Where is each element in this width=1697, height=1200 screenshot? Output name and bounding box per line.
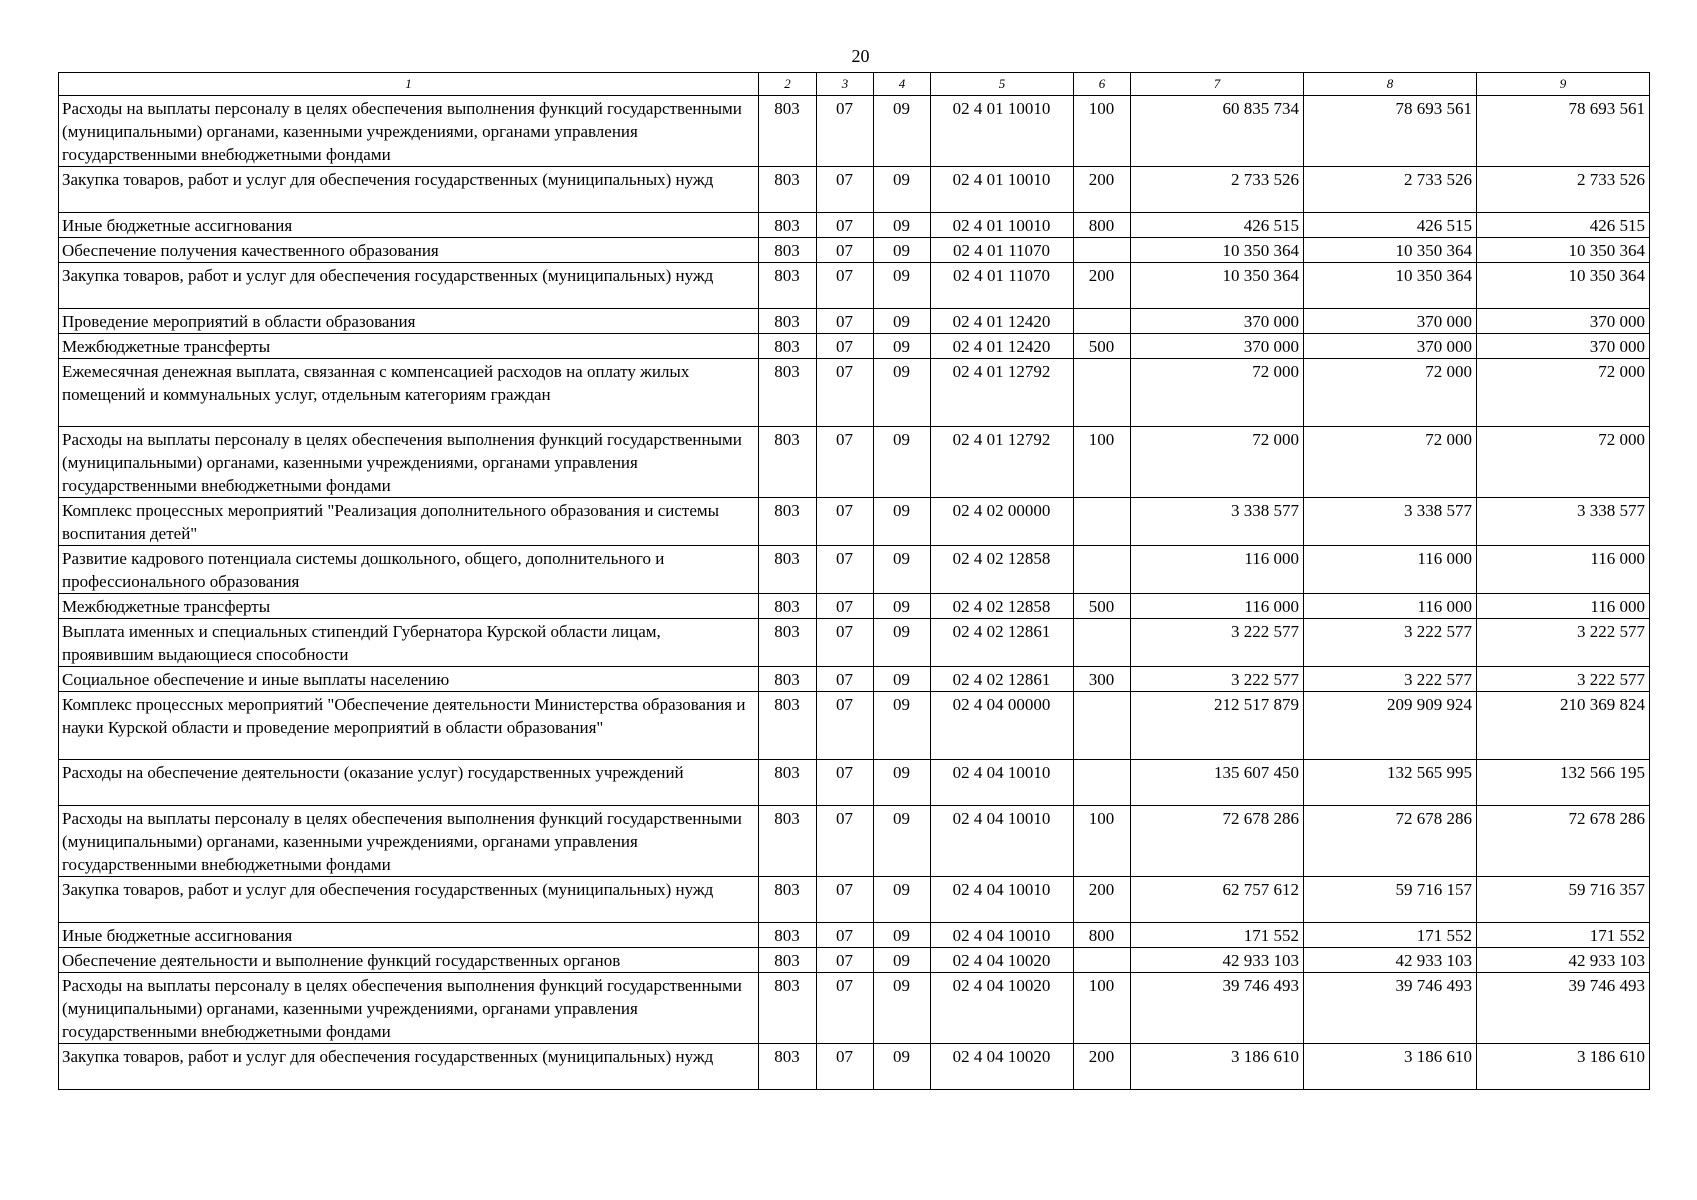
ministry-code-cell: 803 [759,238,817,263]
subsection-code-cell: 09 [874,427,931,498]
expense-type-cell [1074,309,1131,334]
subsection-code-cell: 09 [874,309,931,334]
expense-type-cell: 100 [1074,96,1131,167]
ministry-code-cell: 803 [759,263,817,309]
amount-year1-cell: 116 000 [1131,594,1304,619]
subsection-code-cell: 09 [874,877,931,923]
target-article-cell: 02 4 01 12420 [931,309,1074,334]
expense-type-cell: 500 [1074,334,1131,359]
row-name-cell: Закупка товаров, работ и услуг для обеспечения государственных (муниципальных) нужд [59,877,759,923]
section-code-cell: 07 [817,427,874,498]
section-code-cell: 07 [817,877,874,923]
amount-year1-cell: 2 733 526 [1131,167,1304,213]
ministry-code-cell: 803 [759,427,817,498]
amount-year2-cell: 370 000 [1304,309,1477,334]
table-row [59,806,1650,877]
target-article-cell: 02 4 02 00000 [931,498,1074,546]
amount-year3-cell: 3 186 610 [1477,1044,1650,1090]
row-name-cell: Иные бюджетные ассигнования [59,923,759,948]
expense-type-cell [1074,498,1131,546]
subsection-code-cell: 09 [874,594,931,619]
amount-year1-cell: 135 607 450 [1131,760,1304,806]
subsection-code-cell: 09 [874,334,931,359]
amount-year3-cell: 72 000 [1477,359,1650,427]
section-code-cell: 07 [817,96,874,167]
amount-year2-cell: 116 000 [1304,546,1477,594]
budget-table [58,72,1650,1090]
ministry-code-cell: 803 [759,923,817,948]
subsection-code-cell: 09 [874,167,931,213]
column-header: 1 [59,73,759,96]
table-row [59,309,1650,334]
row-name-cell: Расходы на выплаты персоналу в целях обеспечения выполнения функций государственными (муниципальными) органами, казенными учреждениями, органами управления государственными внебюджетными фондами [59,973,759,1044]
row-name-cell: Комплекс процессных мероприятий "Обеспечение деятельности Министерства образования и науки Курской области и проведение мероприятий в области образования" [59,692,759,760]
target-article-cell: 02 4 02 12861 [931,619,1074,667]
ministry-code-cell: 803 [759,760,817,806]
row-name-cell: Расходы на выплаты персоналу в целях обеспечения выполнения функций государственными (муниципальными) органами, казенными учреждениями, органами управления государственными внебюджетными фондами [59,806,759,877]
amount-year2-cell: 10 350 364 [1304,238,1477,263]
section-code-cell: 07 [817,948,874,973]
amount-year3-cell: 171 552 [1477,923,1650,948]
expense-type-cell [1074,546,1131,594]
subsection-code-cell: 09 [874,96,931,167]
expense-type-cell: 800 [1074,213,1131,238]
ministry-code-cell: 803 [759,806,817,877]
amount-year3-cell: 2 733 526 [1477,167,1650,213]
target-article-cell: 02 4 04 10010 [931,760,1074,806]
row-name-cell: Расходы на выплаты персоналу в целях обеспечения выполнения функций государственными (муниципальными) органами, казенными учреждениями, органами управления государственными внебюджетными фондами [59,427,759,498]
ministry-code-cell: 803 [759,1044,817,1090]
row-name-cell: Закупка товаров, работ и услуг для обеспечения государственных (муниципальных) нужд [59,1044,759,1090]
amount-year3-cell: 132 566 195 [1477,760,1650,806]
section-code-cell: 07 [817,309,874,334]
amount-year3-cell: 72 000 [1477,427,1650,498]
section-code-cell: 07 [817,167,874,213]
column-header: 4 [874,73,931,96]
expense-type-cell [1074,948,1131,973]
row-name-cell: Выплата именных и специальных стипендий Губернатора Курской области лицам, проявившим выдающиеся способности [59,619,759,667]
row-name-cell: Закупка товаров, работ и услуг для обеспечения государственных (муниципальных) нужд [59,167,759,213]
amount-year3-cell: 42 933 103 [1477,948,1650,973]
expense-type-cell: 200 [1074,877,1131,923]
amount-year1-cell: 10 350 364 [1131,263,1304,309]
column-header: 7 [1131,73,1304,96]
target-article-cell: 02 4 01 10010 [931,96,1074,167]
amount-year1-cell: 212 517 879 [1131,692,1304,760]
ministry-code-cell: 803 [759,96,817,167]
table-row [59,760,1650,806]
amount-year1-cell: 116 000 [1131,546,1304,594]
table-row [59,263,1650,309]
target-article-cell: 02 4 01 12420 [931,334,1074,359]
expense-type-cell: 500 [1074,594,1131,619]
amount-year1-cell: 3 186 610 [1131,1044,1304,1090]
section-code-cell: 07 [817,619,874,667]
amount-year3-cell: 3 222 577 [1477,667,1650,692]
expense-type-cell [1074,760,1131,806]
target-article-cell: 02 4 01 12792 [931,427,1074,498]
table-row [59,213,1650,238]
page-number: 20 [851,46,870,66]
amount-year1-cell: 42 933 103 [1131,948,1304,973]
target-article-cell: 02 4 02 12861 [931,667,1074,692]
section-code-cell: 07 [817,806,874,877]
subsection-code-cell: 09 [874,948,931,973]
table-row [59,427,1650,498]
table-row [59,546,1650,594]
ministry-code-cell: 803 [759,594,817,619]
table-row [59,973,1650,1044]
amount-year3-cell: 3 222 577 [1477,619,1650,667]
amount-year3-cell: 72 678 286 [1477,806,1650,877]
amount-year1-cell: 171 552 [1131,923,1304,948]
amount-year2-cell: 72 000 [1304,359,1477,427]
amount-year2-cell: 3 222 577 [1304,619,1477,667]
table-row [59,96,1650,167]
section-code-cell: 07 [817,760,874,806]
amount-year2-cell: 370 000 [1304,334,1477,359]
amount-year1-cell: 60 835 734 [1131,96,1304,167]
table-row [59,167,1650,213]
expense-type-cell: 300 [1074,667,1131,692]
amount-year2-cell: 59 716 157 [1304,877,1477,923]
ministry-code-cell: 803 [759,692,817,760]
target-article-cell: 02 4 04 10010 [931,877,1074,923]
ministry-code-cell: 803 [759,546,817,594]
expense-type-cell: 200 [1074,167,1131,213]
amount-year3-cell: 59 716 357 [1477,877,1650,923]
table-body [59,96,1650,1090]
row-name-cell: Межбюджетные трансферты [59,334,759,359]
section-code-cell: 07 [817,263,874,309]
amount-year1-cell: 72 000 [1131,427,1304,498]
ministry-code-cell: 803 [759,213,817,238]
section-code-cell: 07 [817,667,874,692]
ministry-code-cell: 803 [759,667,817,692]
subsection-code-cell: 09 [874,359,931,427]
amount-year1-cell: 3 222 577 [1131,667,1304,692]
target-article-cell: 02 4 04 10020 [931,948,1074,973]
target-article-cell: 02 4 04 10020 [931,1044,1074,1090]
ministry-code-cell: 803 [759,309,817,334]
column-header: 3 [817,73,874,96]
expense-type-cell [1074,692,1131,760]
subsection-code-cell: 09 [874,923,931,948]
table-row [59,238,1650,263]
amount-year2-cell: 426 515 [1304,213,1477,238]
amount-year2-cell: 2 733 526 [1304,167,1477,213]
amount-year3-cell: 370 000 [1477,309,1650,334]
section-code-cell: 07 [817,334,874,359]
target-article-cell: 02 4 02 12858 [931,546,1074,594]
amount-year1-cell: 10 350 364 [1131,238,1304,263]
amount-year1-cell: 426 515 [1131,213,1304,238]
target-article-cell: 02 4 04 10010 [931,806,1074,877]
table-row [59,619,1650,667]
amount-year3-cell: 10 350 364 [1477,263,1650,309]
target-article-cell: 02 4 02 12858 [931,594,1074,619]
target-article-cell: 02 4 01 11070 [931,238,1074,263]
ministry-code-cell: 803 [759,334,817,359]
column-header: 9 [1477,73,1650,96]
section-code-cell: 07 [817,238,874,263]
row-name-cell: Межбюджетные трансферты [59,594,759,619]
amount-year3-cell: 78 693 561 [1477,96,1650,167]
table-row [59,948,1650,973]
subsection-code-cell: 09 [874,546,931,594]
amount-year2-cell: 10 350 364 [1304,263,1477,309]
expense-type-cell [1074,619,1131,667]
row-name-cell: Закупка товаров, работ и услуг для обеспечения государственных (муниципальных) нужд [59,263,759,309]
expense-type-cell: 100 [1074,973,1131,1044]
ministry-code-cell: 803 [759,877,817,923]
amount-year3-cell: 39 746 493 [1477,973,1650,1044]
subsection-code-cell: 09 [874,1044,931,1090]
amount-year1-cell: 3 222 577 [1131,619,1304,667]
target-article-cell: 02 4 01 10010 [931,213,1074,238]
expense-type-cell [1074,238,1131,263]
amount-year1-cell: 72 678 286 [1131,806,1304,877]
section-code-cell: 07 [817,1044,874,1090]
section-code-cell: 07 [817,973,874,1044]
amount-year1-cell: 3 338 577 [1131,498,1304,546]
subsection-code-cell: 09 [874,498,931,546]
table-row [59,692,1650,760]
table-row [59,1044,1650,1090]
amount-year3-cell: 3 338 577 [1477,498,1650,546]
ministry-code-cell: 803 [759,948,817,973]
amount-year2-cell: 3 222 577 [1304,667,1477,692]
target-article-cell: 02 4 04 10020 [931,973,1074,1044]
table-row [59,594,1650,619]
amount-year3-cell: 116 000 [1477,594,1650,619]
amount-year3-cell: 116 000 [1477,546,1650,594]
subsection-code-cell: 09 [874,667,931,692]
amount-year2-cell: 78 693 561 [1304,96,1477,167]
row-name-cell: Проведение мероприятий в области образования [59,309,759,334]
row-name-cell: Развитие кадрового потенциала системы дошкольного, общего, дополнительного и профессионального образования [59,546,759,594]
amount-year3-cell: 10 350 364 [1477,238,1650,263]
row-name-cell: Социальное обеспечение и иные выплаты населению [59,667,759,692]
amount-year2-cell: 171 552 [1304,923,1477,948]
amount-year3-cell: 370 000 [1477,334,1650,359]
section-code-cell: 07 [817,923,874,948]
section-code-cell: 07 [817,213,874,238]
ministry-code-cell: 803 [759,167,817,213]
subsection-code-cell: 09 [874,238,931,263]
amount-year1-cell: 72 000 [1131,359,1304,427]
amount-year1-cell: 39 746 493 [1131,973,1304,1044]
subsection-code-cell: 09 [874,806,931,877]
target-article-cell: 02 4 01 11070 [931,263,1074,309]
column-header: 5 [931,73,1074,96]
table-row [59,667,1650,692]
section-code-cell: 07 [817,692,874,760]
row-name-cell: Расходы на обеспечение деятельности (оказание услуг) государственных учреждений [59,760,759,806]
table-row [59,923,1650,948]
amount-year1-cell: 62 757 612 [1131,877,1304,923]
expense-type-cell: 200 [1074,263,1131,309]
table-row [59,498,1650,546]
amount-year2-cell: 3 338 577 [1304,498,1477,546]
target-article-cell: 02 4 01 12792 [931,359,1074,427]
section-code-cell: 07 [817,359,874,427]
column-header: 8 [1304,73,1477,96]
amount-year2-cell: 42 933 103 [1304,948,1477,973]
subsection-code-cell: 09 [874,619,931,667]
table-row [59,359,1650,427]
expense-type-cell: 100 [1074,806,1131,877]
amount-year3-cell: 426 515 [1477,213,1650,238]
expense-type-cell: 800 [1074,923,1131,948]
table-row [59,334,1650,359]
amount-year3-cell: 210 369 824 [1477,692,1650,760]
expense-type-cell: 200 [1074,1044,1131,1090]
row-name-cell: Обеспечение деятельности и выполнение функций государственных органов [59,948,759,973]
target-article-cell: 02 4 01 10010 [931,167,1074,213]
expense-type-cell: 100 [1074,427,1131,498]
row-name-cell: Иные бюджетные ассигнования [59,213,759,238]
column-number-row [59,73,1650,96]
ministry-code-cell: 803 [759,359,817,427]
subsection-code-cell: 09 [874,760,931,806]
amount-year2-cell: 132 565 995 [1304,760,1477,806]
subsection-code-cell: 09 [874,692,931,760]
subsection-code-cell: 09 [874,973,931,1044]
row-name-cell: Расходы на выплаты персоналу в целях обеспечения выполнения функций государственными (муниципальными) органами, казенными учреждениями, органами управления государственными внебюджетными фондами [59,96,759,167]
section-code-cell: 07 [817,546,874,594]
row-name-cell: Ежемесячная денежная выплата, связанная с компенсацией расходов на оплату жилых помещений и коммунальных услуг, отдельным категориям граждан [59,359,759,427]
amount-year2-cell: 116 000 [1304,594,1477,619]
amount-year2-cell: 72 678 286 [1304,806,1477,877]
amount-year1-cell: 370 000 [1131,309,1304,334]
row-name-cell: Обеспечение получения качественного образования [59,238,759,263]
column-header: 2 [759,73,817,96]
section-code-cell: 07 [817,498,874,546]
subsection-code-cell: 09 [874,263,931,309]
amount-year2-cell: 39 746 493 [1304,973,1477,1044]
subsection-code-cell: 09 [874,213,931,238]
ministry-code-cell: 803 [759,619,817,667]
ministry-code-cell: 803 [759,973,817,1044]
target-article-cell: 02 4 04 00000 [931,692,1074,760]
expense-type-cell [1074,359,1131,427]
ministry-code-cell: 803 [759,498,817,546]
amount-year2-cell: 3 186 610 [1304,1044,1477,1090]
amount-year2-cell: 72 000 [1304,427,1477,498]
amount-year1-cell: 370 000 [1131,334,1304,359]
target-article-cell: 02 4 04 10010 [931,923,1074,948]
section-code-cell: 07 [817,594,874,619]
row-name-cell: Комплекс процессных мероприятий "Реализация дополнительного образования и системы воспитания детей" [59,498,759,546]
column-header: 6 [1074,73,1131,96]
table-row [59,877,1650,923]
amount-year2-cell: 209 909 924 [1304,692,1477,760]
